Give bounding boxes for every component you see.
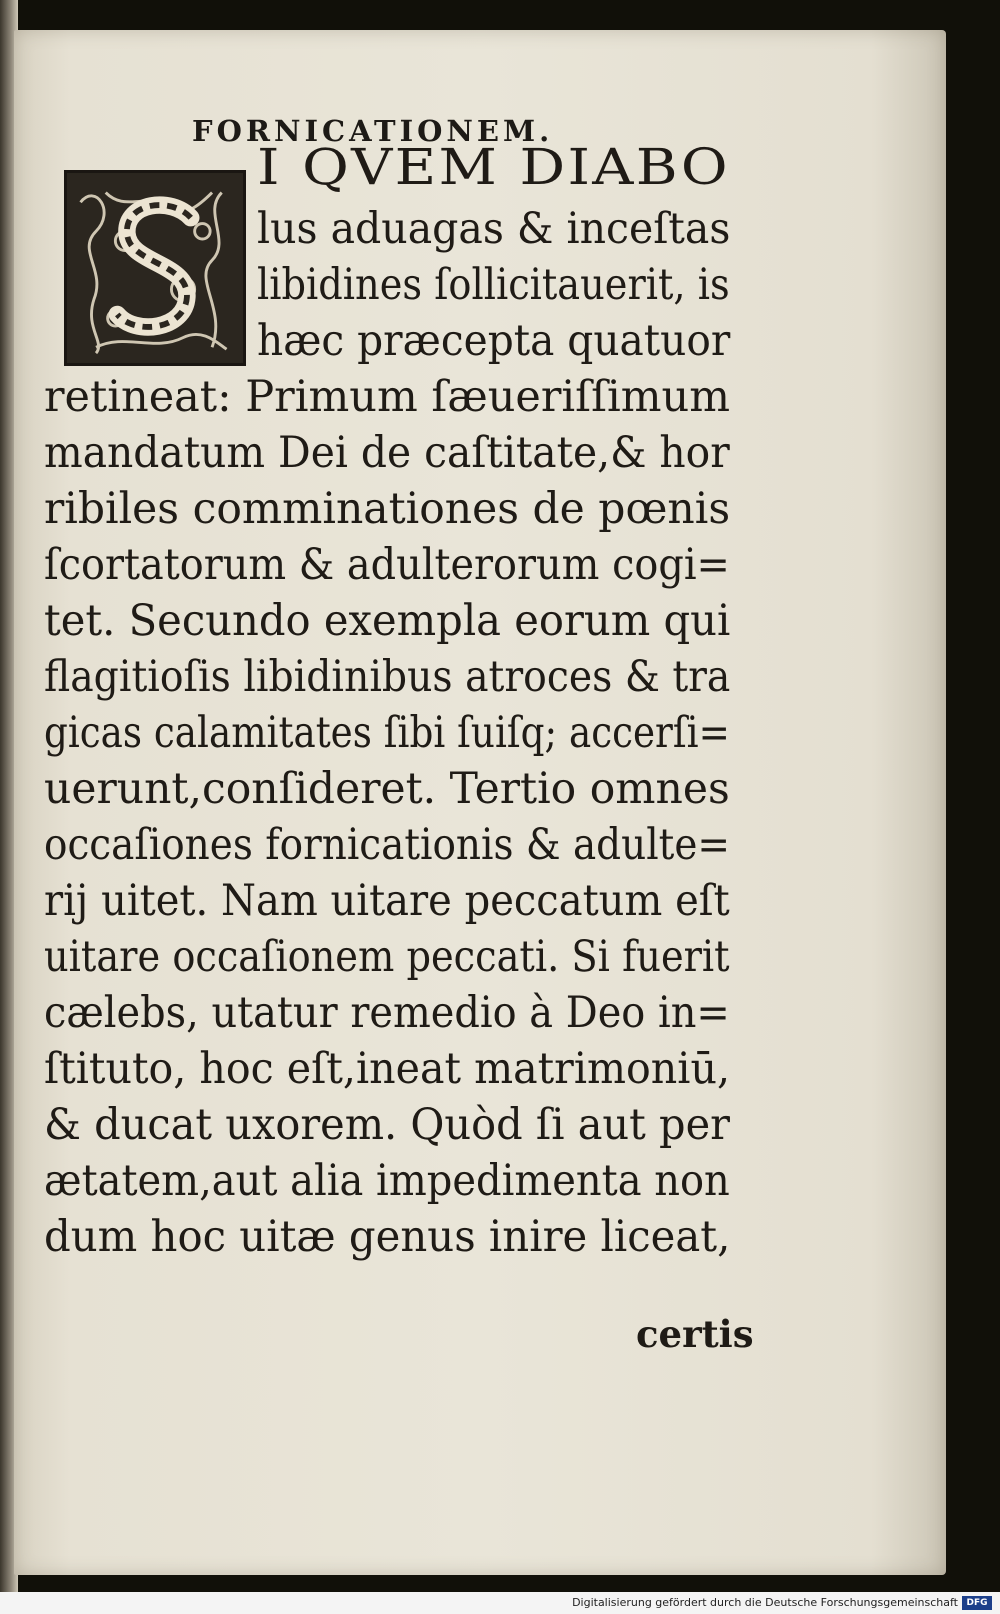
text-line: occaſiones fornicationis & adulte=	[44, 820, 731, 870]
text-line: ribiles comminationes de pœnis	[44, 484, 731, 534]
text-line: gicas calamitates ſibi ſuiſq; accerſi=	[44, 708, 730, 758]
footer-bar	[0, 1592, 1000, 1614]
text-line: & ducat uxorem. Quòd ſi aut per	[44, 1100, 730, 1150]
text-line: ætatem,aut alia impedimenta non	[44, 1156, 730, 1206]
text-line: ſcortatorum & adulterorum cogi=	[44, 540, 730, 590]
text-line: ſtituto, hoc eſt,ineat matrimoniū,	[44, 1044, 731, 1094]
text-line: lus aduagas & inceſtas	[257, 204, 731, 254]
footer-credit: Digitalisierung gefördert durch die Deutsche Forschungsgemeinschaft	[572, 1596, 958, 1609]
catchword: certis	[636, 1312, 754, 1356]
dfg-logo: DFG	[962, 1596, 992, 1610]
body-text	[14, 30, 946, 1575]
text-line: uitare occaſionem peccati. Si fuerit	[44, 932, 730, 982]
text-line: I QVEM DIABO	[257, 138, 730, 196]
running-head: FORNICATIONEM.	[192, 114, 554, 148]
text-line: dum hoc uitæ genus inire liceat,	[44, 1212, 731, 1262]
text-line: retineat: Primum ſæueriſſimum	[44, 372, 731, 422]
text-line: tet. Secundo exempla eorum qui	[44, 596, 731, 646]
text-line: rij uitet. Nam uitare peccatum eſt	[44, 876, 730, 926]
text-line: mandatum Dei de caſtitate,& hor	[44, 428, 730, 478]
text-line: cælebs, utatur remedio à Deo in=	[44, 988, 730, 1038]
text-line: uerunt,conſideret. Tertio omnes	[44, 764, 730, 814]
text-line: libidines ſollicitauerit, is	[257, 260, 730, 310]
book-page	[14, 30, 946, 1575]
text-line: hæc præcepta quatuor	[257, 316, 731, 366]
text-line: flagitioſis libidinibus atroces & tra	[44, 652, 731, 702]
